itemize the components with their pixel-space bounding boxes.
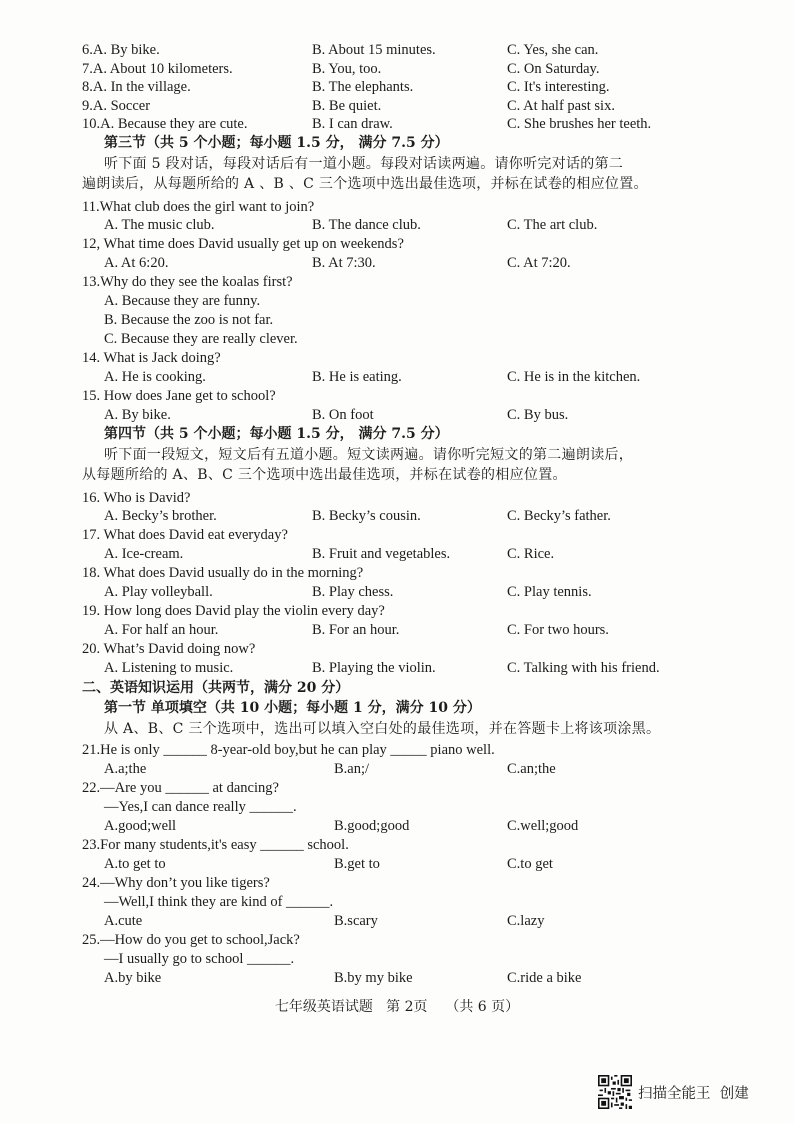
part-heading: 二、英语知识运用（共两节，满分 20 分） bbox=[82, 680, 350, 696]
option-c: C. Talking with his friend. bbox=[507, 660, 660, 676]
option-b: B. Because the zoo is not far. bbox=[104, 312, 274, 328]
option-b: B.by my bike bbox=[334, 970, 413, 986]
option-b: B. You, too. bbox=[312, 61, 382, 77]
option-c: C.an;the bbox=[507, 761, 556, 777]
option-c: C. The art club. bbox=[507, 217, 598, 233]
question-stem-line2: —I usually go to school ______. bbox=[104, 951, 295, 967]
section-heading: 第四节（共 5 个小题；每小题 1.5 分， 满分 7.5 分） bbox=[104, 426, 449, 442]
question-stem: 15. How does Jane get to school? bbox=[82, 388, 276, 404]
option-b: B. The elephants. bbox=[312, 79, 414, 95]
question-stem: 16. Who is David? bbox=[82, 490, 191, 506]
option-a: A. He is cooking. bbox=[104, 369, 206, 385]
option-b: B.an;/ bbox=[334, 761, 370, 777]
option-a: 8.A. In the village. bbox=[82, 79, 191, 95]
option-a: A. Ice-cream. bbox=[104, 546, 184, 562]
option-a: A. Play volleyball. bbox=[104, 584, 213, 600]
section-heading: 第三节（共 5 个小题；每小题 1.5 分， 满分 7.5 分） bbox=[104, 135, 449, 151]
option-c: C. Because they are really clever. bbox=[104, 331, 298, 347]
instructions: 遍朗读后，从每题所给的 A 、B 、C 三个选项中选出最佳选项，并标在试卷的相应位置。 bbox=[82, 176, 648, 192]
option-c: C.to get bbox=[507, 856, 553, 872]
option-b: B.good;good bbox=[334, 818, 410, 834]
question-stem: 20. What’s David doing now? bbox=[82, 641, 256, 657]
option-c: C. On Saturday. bbox=[507, 61, 600, 77]
option-c: C. It's interesting. bbox=[507, 79, 610, 95]
option-a: A.a;the bbox=[104, 761, 147, 777]
option-b: B. Play chess. bbox=[312, 584, 394, 600]
option-a: A. Because they are funny. bbox=[104, 293, 261, 309]
option-b: B. For an hour. bbox=[312, 622, 400, 638]
option-a: A.cute bbox=[104, 913, 143, 929]
option-c: C. She brushes her teeth. bbox=[507, 116, 652, 132]
option-c: C. At 7:20. bbox=[507, 255, 571, 271]
option-a: 9.A. Soccer bbox=[82, 98, 151, 114]
section-heading: 第一节 单项填空（共 10 小题；每小题 1 分，满分 10 分） bbox=[104, 700, 481, 716]
question-stem: 11.What club does the girl want to join? bbox=[82, 199, 315, 215]
question-stem: 17. What does David eat everyday? bbox=[82, 527, 288, 543]
option-c: C. He is in the kitchen. bbox=[507, 369, 641, 385]
question-stem: 23.For many students,it's easy ______ school. bbox=[82, 837, 349, 853]
option-a: A. Becky’s brother. bbox=[104, 508, 217, 524]
option-c: C.well;good bbox=[507, 818, 579, 834]
option-b: B. He is eating. bbox=[312, 369, 402, 385]
option-b: B. Playing the violin. bbox=[312, 660, 436, 676]
question-stem: 21.He is only ______ 8-year-old boy,but he can play _____ piano well. bbox=[82, 742, 495, 758]
question-stem: 18. What does David usually do in the morning? bbox=[82, 565, 364, 581]
option-c: C. For two hours. bbox=[507, 622, 609, 638]
option-b: B.get to bbox=[334, 856, 380, 872]
option-a: 6.A. By bike. bbox=[82, 42, 160, 58]
question-stem: 19. How long does David play the violin every day? bbox=[82, 603, 385, 619]
option-a: 10.A. Because they are cute. bbox=[82, 116, 248, 132]
option-a: A. At 6:20. bbox=[104, 255, 169, 271]
option-a: A.to get to bbox=[104, 856, 166, 872]
option-c: C.ride a bike bbox=[507, 970, 582, 986]
option-a: A. The music club. bbox=[104, 217, 215, 233]
option-a: A. Listening to music. bbox=[104, 660, 234, 676]
option-b: B. I can draw. bbox=[312, 116, 393, 132]
question-stem: 14. What is Jack doing? bbox=[82, 350, 221, 366]
question-stem-line2: —Yes,I can dance really ______. bbox=[104, 799, 297, 815]
option-b: B. On foot bbox=[312, 407, 374, 423]
option-c: C. Yes, she can. bbox=[507, 42, 599, 58]
option-c: C.lazy bbox=[507, 913, 545, 929]
option-b: B. At 7:30. bbox=[312, 255, 376, 271]
page-footer: 七年级英语试题 第 2页 （共 6 页） bbox=[274, 999, 520, 1015]
option-a: 7.A. About 10 kilometers. bbox=[82, 61, 233, 77]
option-b: B. Fruit and vegetables. bbox=[312, 546, 451, 562]
instructions: 从 A、B、C 三个选项中，选出可以填入空白处的最佳选项，并在答题卡上将该项涂黑。 bbox=[104, 721, 661, 737]
question-stem: 24.—Why don’t you like tigers? bbox=[82, 875, 270, 891]
option-c: C. Becky’s father. bbox=[507, 508, 611, 524]
instructions: 从每题所给的 A、B、C 三个选项中选出最佳选项，并标在试卷的相应位置。 bbox=[82, 467, 567, 483]
option-b: B.scary bbox=[334, 913, 378, 929]
instructions: 听下面 5 段对话，每段对话后有一道小题。每段对话读两遍。请你听完对话的第二 bbox=[104, 156, 624, 172]
question-stem: 22.—Are you ______ at dancing? bbox=[82, 780, 279, 796]
option-b: B. Becky’s cousin. bbox=[312, 508, 421, 524]
question-stem-line2: —Well,I think they are kind of ______. bbox=[104, 894, 334, 910]
instructions: 听下面一段短文，短文后有五道小题。短文读两遍。请你听完短文的第二遍朗读后， bbox=[104, 447, 634, 463]
option-c: C. At half past six. bbox=[507, 98, 615, 114]
option-b: B. About 15 minutes. bbox=[312, 42, 436, 58]
question-stem: 12, What time does David usually get up on weekends? bbox=[82, 236, 404, 252]
question-stem: 25.—How do you get to school,Jack? bbox=[82, 932, 300, 948]
question-stem: 13.Why do they see the koalas first? bbox=[82, 274, 293, 290]
option-a: A. By bike. bbox=[104, 407, 171, 423]
option-a: A. For half an hour. bbox=[104, 622, 219, 638]
option-c: C. Play tennis. bbox=[507, 584, 592, 600]
option-c: C. By bus. bbox=[507, 407, 569, 423]
option-b: B. Be quiet. bbox=[312, 98, 382, 114]
scanner-watermark bbox=[598, 1075, 749, 1109]
option-c: C. Rice. bbox=[507, 546, 555, 562]
scanner-brand-text: 扫描全能王 创建 bbox=[638, 1085, 749, 1102]
option-a: A.good;well bbox=[104, 818, 177, 834]
qr-code-icon bbox=[598, 1075, 632, 1109]
option-a: A.by bike bbox=[104, 970, 162, 986]
option-b: B. The dance club. bbox=[312, 217, 421, 233]
